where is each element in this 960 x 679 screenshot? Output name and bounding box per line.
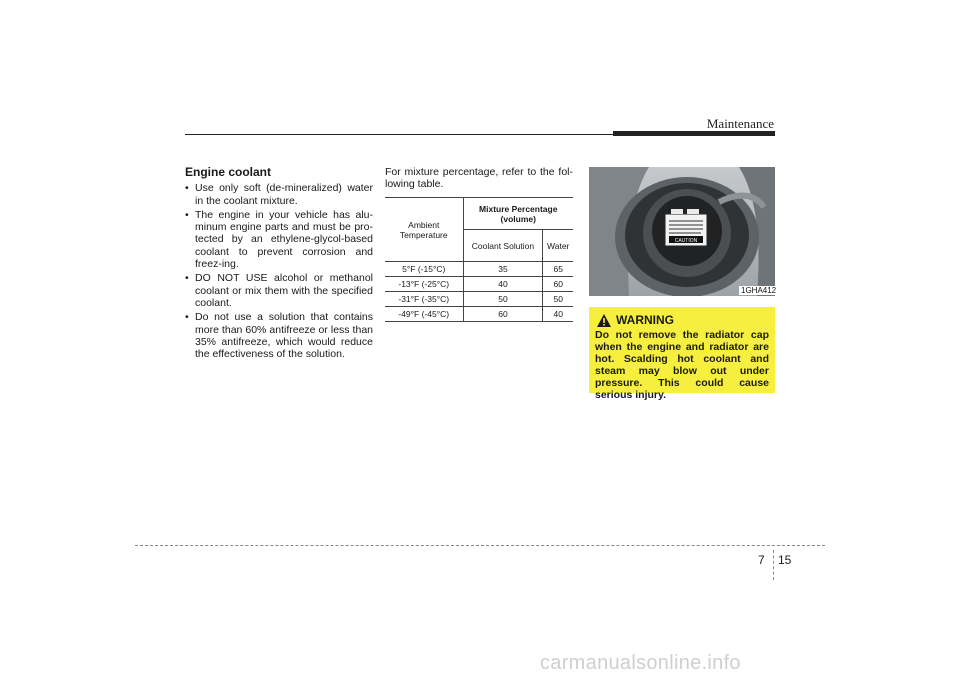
table-row xyxy=(385,277,573,292)
table-row xyxy=(385,292,573,307)
table-intro: For mixture percentage, refer to the fol-lowing table. xyxy=(385,166,573,191)
warning-title: WARNING xyxy=(616,313,674,327)
warning-text: Do not remove the radiator cap when the engine and radiator are hot. Scalding hot coolant and steam may blow out under pressure. This could cause serious injury. xyxy=(595,329,769,401)
footer-divider xyxy=(773,550,774,580)
page-section-title: Maintenance xyxy=(706,116,774,131)
bullet-item: • Use only soft (de-mineralized) water in the coolant mixture. xyxy=(185,182,373,207)
table-row xyxy=(385,307,573,322)
coolant-instructions xyxy=(185,166,373,362)
chapter-number: 7 xyxy=(758,553,765,567)
bullet-item: • The engine in your vehicle has alu-minum engine parts and must be pro-tected by an ethylene-glycol-based coolant to prevent corrosion and freez-ing. xyxy=(185,209,373,270)
watermark: carmanualsonline.info xyxy=(540,652,741,674)
temperature-cell: -49°F (-45°C) xyxy=(385,307,463,322)
bullet-item: • Do not use a solution that contains more than 60% antifreeze or less than 35% antifreeze, which would reduce the effectiveness of the solution. xyxy=(185,311,373,360)
coolant-cell: 60 xyxy=(463,307,543,322)
coolant-mixture-table xyxy=(385,197,573,322)
temperature-cell: -13°F (-25°C) xyxy=(385,277,463,292)
table-row xyxy=(385,262,573,277)
bullet-item: • DO NOT USE alcohol or methanol coolant or mix them with the specified coolant. xyxy=(185,272,373,309)
coolant-cell: 35 xyxy=(463,262,543,277)
temperature-cell: 5°F (-15°C) xyxy=(385,262,463,277)
water-cell: 40 xyxy=(543,307,573,322)
coolant-cell: 50 xyxy=(463,292,543,307)
water-cell: 50 xyxy=(543,292,573,307)
section-heading: Engine coolant xyxy=(185,165,272,179)
figure-code: 1GHA412 xyxy=(741,286,777,295)
water-cell: 60 xyxy=(543,277,573,292)
cap-caution-label: CAUTION xyxy=(674,238,698,244)
coolant-solution-header: Coolant Solution xyxy=(463,230,543,262)
radiator-cap-illustration xyxy=(589,167,775,296)
page-number: 15 xyxy=(778,553,792,567)
ambient-temperature-header: Ambient Temperature xyxy=(385,198,463,262)
water-header: Water xyxy=(543,230,573,262)
radiator-cap-photo xyxy=(589,167,775,296)
mixture-percentage-header: Mixture Percentage (volume) xyxy=(463,198,573,230)
water-cell: 65 xyxy=(543,262,573,277)
warning-triangle-icon xyxy=(597,314,611,327)
bullet-list xyxy=(185,182,373,360)
warning-header xyxy=(597,313,769,327)
footer-rule xyxy=(135,545,825,546)
temperature-cell: -31°F (-35°C) xyxy=(385,292,463,307)
coolant-cell: 40 xyxy=(463,277,543,292)
warning-box xyxy=(589,307,775,401)
